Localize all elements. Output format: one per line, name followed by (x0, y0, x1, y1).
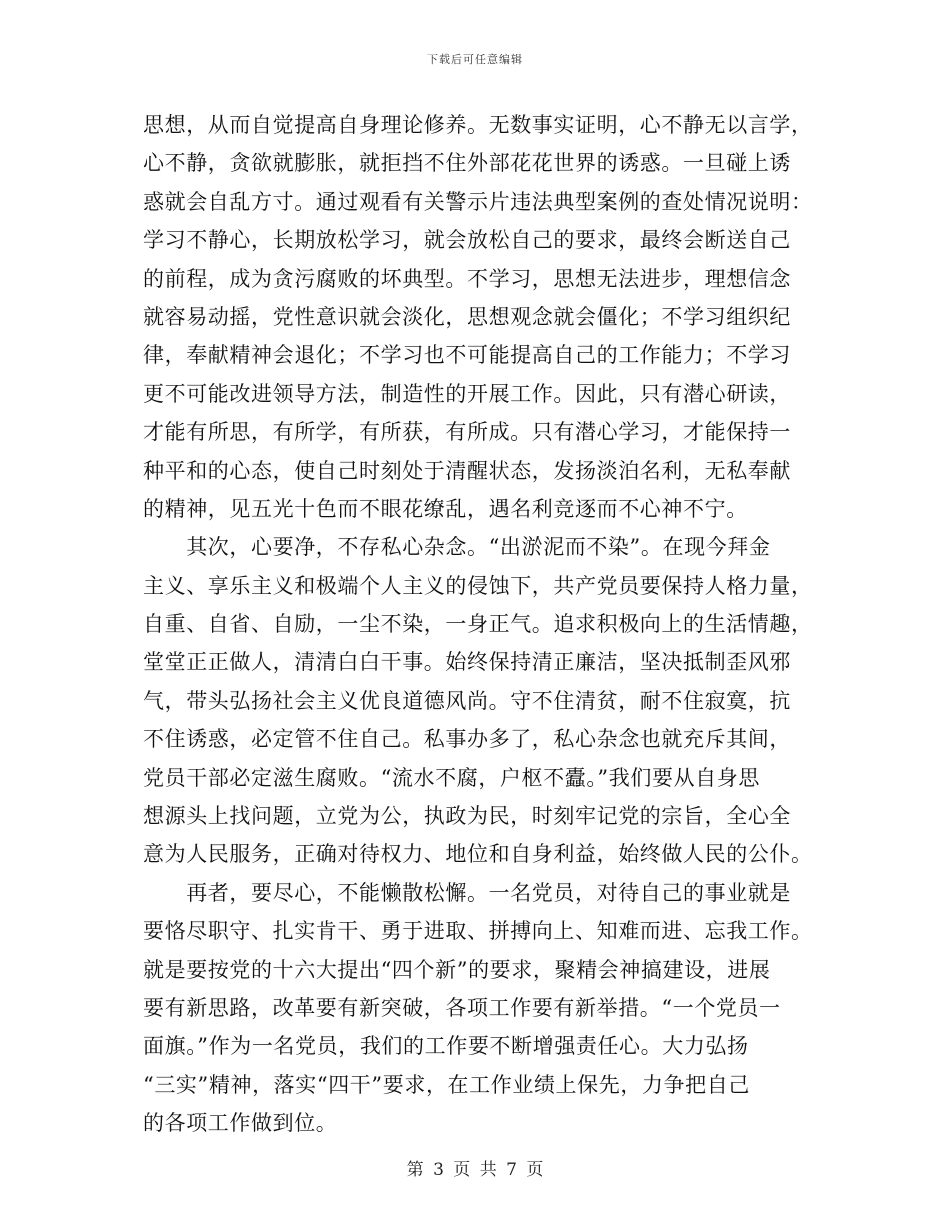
text-line: 党员干部必定滋生腐败。“流水不腐，户枢不蠹。”我们要从自身思 (143, 765, 760, 790)
text-line: 再者，要尽心，不能懒散松懈。一名党员，对待自己的事业就是 (143, 880, 791, 905)
text-line: 的各项工作做到位。 (143, 1111, 338, 1136)
page-header: 下载后可任意编辑 (427, 53, 523, 66)
text-line: 思想，从而自觉提高自身理论修养。无数事实证明，心不静无以言学， (143, 113, 813, 137)
text-line: 主义、享乐主义和极端个人主义的侵蚀下，共产党员要保持人格力量， (143, 573, 813, 598)
text-line: 想源头上找问题，立党为公，执政为民，时刻牢记党的宗旨，全心全 (143, 804, 791, 829)
text-line: 的前程，成为贪污腐败的坏典型。不学习，思想无法进步，理想信念 (143, 266, 791, 291)
text-line: 其次，心要净，不存私心杂念。“出淤泥而不染”。在现今拜金 (143, 535, 771, 560)
text-line: 的精神，见五光十色而不眼花缭乱，遇名利竞逐而不心神不宁。 (143, 496, 748, 521)
text-line: 律，奉献精神会退化；不学习也不可能提高自己的工作能力；不学习 (143, 343, 791, 368)
text-line: 才能有所思，有所学，有所获，有所成。只有潜心学习，才能保持一 (143, 420, 791, 445)
text-line: 自重、自省、自励，一尘不染，一身正气。追求积极向上的生活情趣， (143, 612, 813, 637)
text-line: 种平和的心态，使自己时刻处于清醒状态，发扬淡泊名利，无私奉献 (143, 458, 791, 483)
text-line: 要恪尽职守、扎实肯干、勇于进取、拼搏向上、知难而进、忘我工作。 (143, 919, 813, 944)
text-line: 面旗。”作为一名党员，我们的工作要不断增强责任心。大力弘扬 (143, 1034, 749, 1059)
text-line: 气，带头弘扬社会主义优良道德风尚。守不住清贫，耐不住寂寞，抗 (143, 688, 791, 713)
text-line: 堂堂正正做人，清清白白干事。始终保持清正廉洁，坚决抵制歪风邪 (143, 650, 791, 675)
text-line: 学习不静心，长期放松学习，就会放松自己的要求，最终会断送自己 (143, 228, 791, 253)
text-line: 惑就会自乱方寸。通过观看有关警示片违法典型案例的查处情况说明： (143, 189, 813, 214)
text-line: “三实”精神，落实“四干”要求，在工作业绩上保先，力争把自己 (143, 1072, 750, 1097)
text-line: 就容易动摇，党性意识就会淡化，思想观念就会僵化；不学习组织纪 (143, 304, 791, 329)
text-line: 心不静，贪欲就膨胀，就拒挡不住外部花花世界的诱惑。一旦碰上诱 (143, 151, 791, 176)
text-line: 更不可能改进领导方法，制造性的开展工作。因此，只有潜心研读， (143, 381, 791, 406)
document-body (143, 106, 811, 1143)
text-line: 意为人民服务，正确对待权力、地位和自身利益，始终做人民的公仆。 (143, 842, 813, 867)
text-line: 要有新思路，改革要有新突破，各项工作要有新举措。“一个党员一 (143, 995, 781, 1020)
page-number-footer: 第 3 页 共 7 页 (406, 1160, 544, 1180)
text-line: 就是要按党的十六大提出“四个新”的要求，聚精会神搞建设，进展 (143, 957, 771, 982)
text-line: 不住诱惑，必定管不住自己。私事办多了，私心杂念也就充斥其间， (143, 727, 791, 752)
